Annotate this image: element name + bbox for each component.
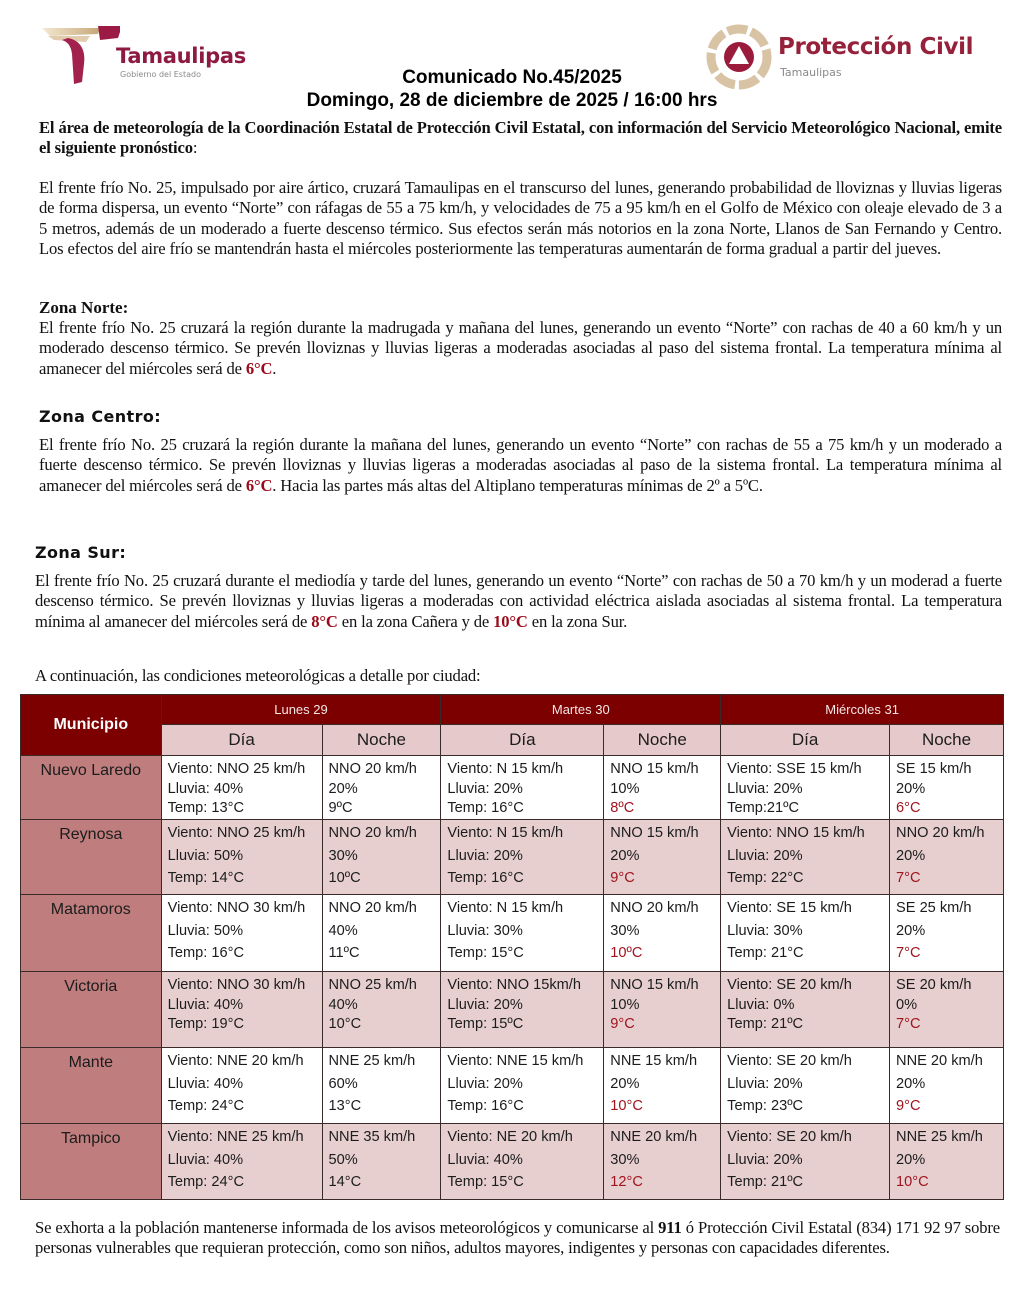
municipio-name: Tampico — [21, 1124, 162, 1200]
night-forecast-cell — [604, 1048, 721, 1124]
day-forecast-cell — [441, 820, 604, 895]
zona-centro-heading: Zona Centro: — [39, 407, 162, 426]
rain-value: Lluvia: 20% — [727, 780, 803, 797]
rain-value: Lluvia: 20% — [447, 847, 523, 864]
min-temp-value: 12°C — [610, 1174, 643, 1190]
temp-value: Temp: 21ºC — [727, 1016, 804, 1032]
zona-sur-text-mid: en la zona Cañera y de — [337, 611, 494, 631]
night-forecast-cell — [890, 1124, 1004, 1200]
rain-value: 40% — [328, 922, 358, 939]
temp-value: Temp: 22°C — [727, 870, 804, 886]
min-temp-value: 10°C — [896, 1174, 929, 1190]
day-forecast-cell — [441, 1048, 604, 1124]
day-forecast-cell — [441, 756, 604, 820]
wind-value: Viento: NNO 15 km/h — [727, 825, 865, 841]
temp-value: Temp: 15ºC — [447, 1016, 524, 1032]
wind-value: NNE 25 km/h — [328, 1053, 416, 1069]
proteccion-civil-subtitle: Tamaulipas — [780, 66, 842, 79]
temp-value: Temp: 16°C — [447, 1098, 524, 1114]
zona-canera-min-temp: 8°C — [311, 611, 338, 631]
rain-value: 10% — [610, 996, 640, 1013]
intro-text: El área de meteorología de la Coordinación Estatal de Protección Civil Estatal, con información del Servicio Meteorológico Nacional, emite el siguiente pronóstico — [39, 118, 1002, 158]
night-forecast-cell — [890, 895, 1004, 972]
municipio-name: Matamoros — [21, 895, 162, 972]
night-forecast-cell — [322, 895, 441, 972]
rain-value: 20% — [610, 1075, 640, 1092]
rain-value: Lluvia: 40% — [447, 1151, 523, 1168]
weather-table — [20, 694, 1004, 1200]
rain-value: Lluvia: 40% — [167, 1151, 244, 1168]
min-temp-value: 10°C — [328, 1016, 362, 1032]
zona-norte-paragraph — [39, 318, 1002, 379]
table-body — [21, 756, 1004, 1200]
zona-norte-text: El frente frío No. 25 cruzará la región durante la madrugada y mañana del lunes, generando un evento “Norte” con rachas de 40 a 60 km/h y un moderado descenso térmico. Se prevén lloviznas y lluvias ligeras a moderadas asociadas al paso del sistema frontal. La temperatura mínima al amanecer del miércoles será de — [39, 318, 1002, 378]
zona-norte-min-temp: 6°C — [245, 358, 273, 378]
rain-value: 20% — [896, 847, 926, 864]
table-row — [21, 895, 1004, 972]
wind-value: Viento: SE 15 km/h — [727, 900, 852, 916]
wind-value: Viento: SE 20 km/h — [727, 1129, 852, 1145]
rain-value: 30% — [328, 847, 358, 864]
day-forecast-cell — [161, 895, 322, 972]
temp-value: Temp: 24°C — [167, 1174, 244, 1190]
rain-value: Lluvia: 40% — [167, 1075, 244, 1092]
zona-sur-heading: Zona Sur: — [35, 543, 127, 562]
day-forecast-cell — [161, 1048, 322, 1124]
wind-value: NNO 20 km/h — [328, 900, 417, 916]
table-subheader-row — [21, 725, 1004, 756]
rain-value: Lluvia: 50% — [167, 847, 244, 864]
proteccion-civil-brand: Protección Civil — [778, 34, 974, 60]
night-forecast-cell — [890, 820, 1004, 895]
wind-value: Viento: N 15 km/h — [447, 900, 564, 916]
wind-value: NNE 20 km/h — [610, 1129, 698, 1145]
temp-value: Temp: 21ºC — [727, 1174, 804, 1190]
rain-value: Lluvia: 30% — [727, 922, 803, 939]
day-forecast-cell — [161, 1124, 322, 1200]
wind-value: NNO 20 km/h — [328, 761, 417, 777]
rain-value: 0% — [896, 996, 918, 1013]
wind-value: Viento: SE 20 km/h — [727, 1053, 852, 1069]
footer-text-end: ó Protección Civil Estatal (834) 171 92 97 sobre personas vulnerables que requieran protección, como son niños, adultos mayores, indigentes y personas con capacidades diferentes. — [35, 1218, 1000, 1258]
min-temp-value: 10°C — [610, 1098, 643, 1114]
temp-value: Temp:21ºC — [727, 800, 800, 816]
wind-value: NNO 15 km/h — [610, 977, 699, 993]
subheader-noche: Noche — [890, 725, 1004, 756]
temp-value: Temp: 16°C — [447, 800, 524, 816]
rain-value: Lluvia: 20% — [447, 996, 523, 1013]
day-forecast-cell — [441, 1124, 604, 1200]
table-day-header-row — [21, 695, 1004, 725]
night-forecast-cell — [322, 756, 441, 820]
day-forecast-cell — [721, 895, 890, 972]
night-forecast-cell — [322, 1048, 441, 1124]
wind-value: Viento: NNE 15 km/h — [447, 1053, 584, 1069]
night-forecast-cell — [890, 972, 1004, 1048]
table-intro: A continuación, las condiciones meteorológicas a detalle por ciudad: — [35, 666, 481, 685]
temp-value: Temp: 13°C — [167, 800, 244, 816]
temp-value: Temp: 15°C — [447, 945, 524, 961]
night-forecast-cell — [604, 820, 721, 895]
rain-value: 20% — [610, 847, 640, 864]
night-forecast-cell — [890, 1048, 1004, 1124]
min-temp-value: 7°C — [896, 1016, 921, 1032]
wind-value: Viento: SE 20 km/h — [727, 977, 852, 993]
day-forecast-cell — [161, 820, 322, 895]
footer-text: Se exhorta a la población mantenerse informada de los avisos meteorológicos y comunicarse al — [35, 1218, 659, 1237]
communique-date: Domingo, 28 de diciembre de 2025 / 16:00 hrs — [306, 90, 718, 111]
night-forecast-cell — [604, 972, 721, 1048]
min-temp-value: 10ºC — [328, 870, 361, 886]
day-forecast-cell — [161, 756, 322, 820]
municipio-name: Victoria — [21, 972, 162, 1048]
tamaulipas-subtitle: Gobierno del Estado — [120, 70, 201, 79]
wind-value: Viento: NNO 15km/h — [447, 977, 581, 993]
rain-value: Lluvia: 20% — [447, 1075, 523, 1092]
rain-value: Lluvia: 30% — [447, 922, 523, 939]
temp-value: Temp: 23ºC — [727, 1098, 804, 1114]
wind-value: NNO 25 km/h — [328, 977, 417, 993]
rain-value: 10% — [610, 780, 640, 797]
night-forecast-cell — [322, 1124, 441, 1200]
day-header-lunes: Lunes 29 — [161, 695, 441, 725]
temp-value: Temp: 19°C — [167, 1016, 244, 1032]
night-forecast-cell — [322, 972, 441, 1048]
rain-value: 50% — [328, 1151, 358, 1168]
subheader-dia: Día — [441, 725, 604, 756]
wind-value: SE 25 km/h — [896, 900, 972, 916]
rain-value: 40% — [328, 996, 358, 1013]
rain-value: Lluvia: 20% — [727, 1151, 803, 1168]
municipio-name: Reynosa — [21, 820, 162, 895]
temp-value: Temp: 15°C — [447, 1174, 524, 1190]
footer-paragraph — [35, 1218, 1000, 1259]
intro-paragraph — [39, 118, 1002, 159]
table-row — [21, 972, 1004, 1048]
zona-centro-min-temp: 6°C — [245, 475, 273, 495]
min-temp-value: 9ºC — [328, 800, 353, 816]
emergency-number: 911 — [658, 1218, 682, 1237]
night-forecast-cell — [604, 1124, 721, 1200]
min-temp-value: 9°C — [610, 1016, 635, 1032]
zona-sur-paragraph — [35, 571, 1002, 632]
zona-norte-text-end: . — [272, 358, 277, 378]
min-temp-value: 11ºC — [328, 945, 360, 961]
wind-value: Viento: SSE 15 km/h — [727, 761, 862, 777]
day-header-miercoles: Miércoles 31 — [721, 695, 1004, 725]
min-temp-value: 13°C — [328, 1098, 362, 1114]
municipio-name: Nuevo Laredo — [21, 756, 162, 820]
rain-value: 20% — [896, 1151, 926, 1168]
intro-colon: : — [192, 138, 198, 158]
subheader-noche: Noche — [322, 725, 441, 756]
wind-value: NNE 20 km/h — [896, 1053, 983, 1069]
rain-value: 30% — [610, 1151, 640, 1168]
day-forecast-cell — [721, 1048, 890, 1124]
wind-value: Viento: NNO 30 km/h — [167, 900, 306, 916]
table-row — [21, 1048, 1004, 1124]
wind-value: Viento: N 15 km/h — [447, 761, 564, 777]
day-forecast-cell — [441, 895, 604, 972]
table-row — [21, 756, 1004, 820]
zona-centro-text-end: . Hacia las partes más altas del Altiplano temperaturas mínimas de 2º a 5ºC. — [272, 475, 763, 495]
subheader-noche: Noche — [604, 725, 721, 756]
rain-value: Lluvia: 20% — [447, 780, 523, 797]
night-forecast-cell — [322, 820, 441, 895]
municipio-header: Municipio — [21, 695, 162, 756]
table-row — [21, 820, 1004, 895]
day-forecast-cell — [441, 972, 604, 1048]
wind-value: NNE 15 km/h — [610, 1053, 698, 1069]
wind-value: Viento: N 15 km/h — [447, 825, 564, 841]
day-header-martes: Martes 30 — [441, 695, 721, 725]
min-temp-value: 6°C — [896, 800, 921, 816]
zona-centro-text: El frente frío No. 25 cruzará la región durante la mañana del lunes, generando un evento “Norte” con rachas de 55 a 75 km/h y un moderado a fuerte descenso térmico. Se prevén lloviznas y lluvias ligeras a moderadas asociadas al paso de la sistema frontal. La temperatura mínima al amanecer del miércoles será de — [39, 435, 1002, 495]
day-forecast-cell — [161, 972, 322, 1048]
day-forecast-cell — [721, 972, 890, 1048]
min-temp-value: 7°C — [896, 870, 921, 886]
zona-sur-text-end: en la zona Sur. — [527, 611, 628, 631]
wind-value: NNO 15 km/h — [610, 761, 699, 777]
zona-sur-text: El frente frío No. 25 cruzará durante el mediodía y tarde del lunes, generando un evento “Norte” con rachas de 50 a 70 km/h y un moderad a fuerte descenso térmico. Se prevén lloviznas y lluvias ligeras a moderadas con actividad eléctrica aislada asociadas al sistema frontal. La temperatura mínima al amanecer del miércoles será de — [35, 571, 1002, 631]
municipio-name: Mante — [21, 1048, 162, 1124]
min-temp-value: 14°C — [328, 1174, 362, 1190]
rain-value: Lluvia: 40% — [167, 996, 244, 1013]
wind-value: Viento: NNO 25 km/h — [167, 825, 306, 841]
rain-value: 20% — [896, 780, 926, 797]
wind-value: Viento: NNO 30 km/h — [167, 977, 306, 993]
wind-value: NNE 35 km/h — [328, 1129, 416, 1145]
rain-value: 20% — [896, 922, 926, 939]
min-temp-value: 9°C — [896, 1098, 921, 1114]
wind-value: Viento: NNO 25 km/h — [167, 761, 306, 777]
rain-value: 20% — [896, 1075, 926, 1092]
tamaulipas-t-icon — [40, 24, 120, 86]
rain-value: 60% — [328, 1075, 358, 1092]
tamaulipas-brand: Tamaulipas — [116, 44, 246, 68]
wind-value: NNE 25 km/h — [896, 1129, 983, 1145]
rain-value: 30% — [610, 922, 640, 939]
rain-value: Lluvia: 20% — [727, 847, 803, 864]
table-row — [21, 1124, 1004, 1200]
rain-value: 20% — [328, 780, 358, 797]
day-forecast-cell — [721, 756, 890, 820]
wind-value: SE 20 km/h — [896, 977, 972, 993]
wind-value: SE 15 km/h — [896, 761, 972, 777]
wind-value: NNO 20 km/h — [328, 825, 417, 841]
zona-centro-paragraph — [39, 435, 1002, 496]
day-forecast-cell — [721, 1124, 890, 1200]
temp-value: Temp: 16°C — [447, 870, 524, 886]
night-forecast-cell — [890, 756, 1004, 820]
communique-title — [200, 66, 824, 112]
wind-value: Viento: NE 20 km/h — [447, 1129, 573, 1145]
day-forecast-cell — [721, 820, 890, 895]
rain-value: Lluvia: 50% — [167, 922, 244, 939]
min-temp-value: 7°C — [896, 945, 921, 961]
wind-value: Viento: NNE 25 km/h — [167, 1129, 304, 1145]
communique-number: Comunicado No.45/2025 — [402, 67, 622, 88]
night-forecast-cell — [604, 895, 721, 972]
temp-value: Temp: 21°C — [727, 945, 804, 961]
temp-value: Temp: 14°C — [167, 870, 244, 886]
min-temp-value: 9°C — [610, 870, 635, 886]
wind-value: NNO 15 km/h — [610, 825, 699, 841]
rain-value: Lluvia: 0% — [727, 996, 795, 1013]
wind-value: NNO 20 km/h — [610, 900, 699, 916]
temp-value: Temp: 16°C — [167, 945, 244, 961]
rain-value: Lluvia: 40% — [167, 780, 244, 797]
min-temp-value: 10ºC — [610, 945, 643, 961]
summary-paragraph: El frente frío No. 25, impulsado por aire ártico, cruzará Tamaulipas en el transcurso del lunes, generando probabilidad de lloviznas y lluvias ligeras de forma dispersa, un evento “Norte” con ráfagas de 55 a 75 km/h, y velocidades de 75 a 95 km/h en el Golfo de México con oleaje elevado de 3 a 5 metros, además de un moderado a fuerte descenso térmico. Sus efectos serán más notorios en la zona Norte, Llanos de San Fernando y Centro. Los efectos del aire frío se mantendrán hasta el miércoles posteriormente las temperaturas aumentarán de forma gradual a partir del jueves. — [39, 178, 1002, 259]
zona-sur-min-temp: 10°C — [493, 611, 528, 631]
wind-value: NNO 20 km/h — [896, 825, 985, 841]
night-forecast-cell — [604, 756, 721, 820]
temp-value: Temp: 24°C — [167, 1098, 244, 1114]
subheader-dia: Día — [721, 725, 890, 756]
subheader-dia: Día — [161, 725, 322, 756]
zona-norte-heading: Zona Norte: — [39, 298, 129, 317]
rain-value: Lluvia: 20% — [727, 1075, 803, 1092]
wind-value: Viento: NNE 20 km/h — [167, 1053, 304, 1069]
min-temp-value: 8ºC — [610, 800, 635, 816]
